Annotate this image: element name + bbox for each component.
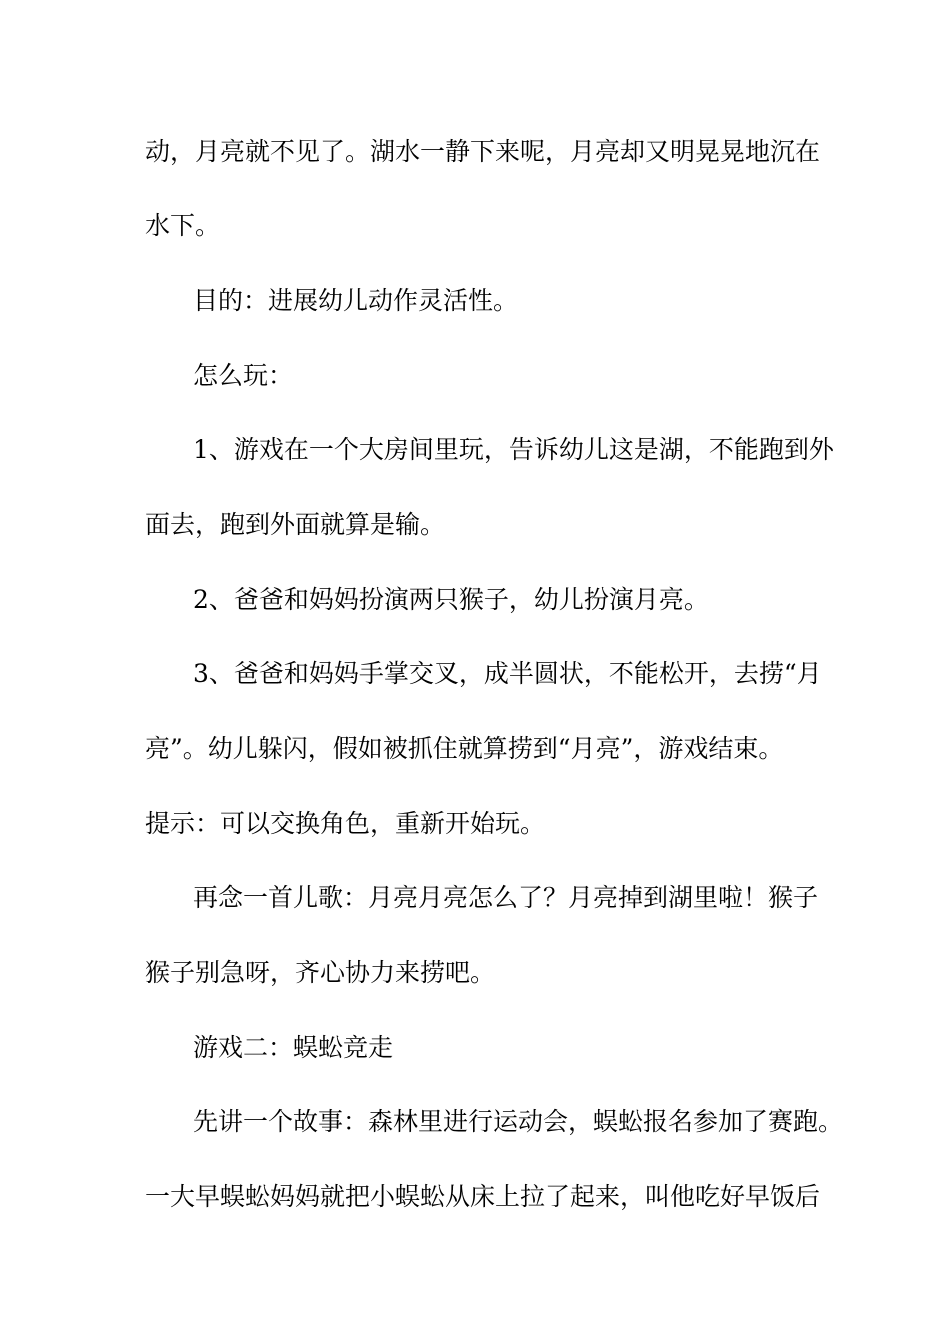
text-line: 猴子别急呀，齐心协力来捞吧。 bbox=[145, 958, 496, 987]
text-line: 面去，跑到外面就算是输。 bbox=[145, 510, 446, 539]
section-heading: 游戏二：蜈蚣竞走 bbox=[193, 1033, 394, 1062]
text-line: 2、爸爸和妈妈扮演两只猴子，幼儿扮演月亮。 bbox=[193, 585, 709, 614]
text-line: 水下。 bbox=[145, 211, 221, 240]
text-line: 3、爸爸和妈妈手掌交叉，成半圆状，不能松开，去捞“月 bbox=[193, 659, 822, 688]
text-line: 先讲一个故事：森林里进行运动会，蜈蚣报名参加了赛跑。 bbox=[193, 1107, 844, 1136]
text-line: 亮”。幼儿躲闪，假如被抓住就算捞到“月亮”，游戏结束。 bbox=[145, 734, 784, 763]
text-line: 动，月亮就不见了。湖水一静下来呢，月亮却又明晃晃地沉在 bbox=[145, 137, 821, 166]
text-line: 再念一首儿歌：月亮月亮怎么了？月亮掉到湖里啦！猴子 bbox=[193, 883, 819, 912]
text-line: 怎么玩： bbox=[193, 361, 294, 390]
text-line: 目的：进展幼儿动作灵活性。 bbox=[193, 286, 519, 315]
text-line: 一大早蜈蚣妈妈就把小蜈蚣从床上拉了起来，叫他吃好早饭后 bbox=[145, 1182, 821, 1211]
text-line: 提示：可以交换角色，重新开始玩。 bbox=[145, 809, 546, 838]
text-line: 1、游戏在一个大房间里玩，告诉幼儿这是湖，不能跑到外 bbox=[193, 435, 834, 464]
